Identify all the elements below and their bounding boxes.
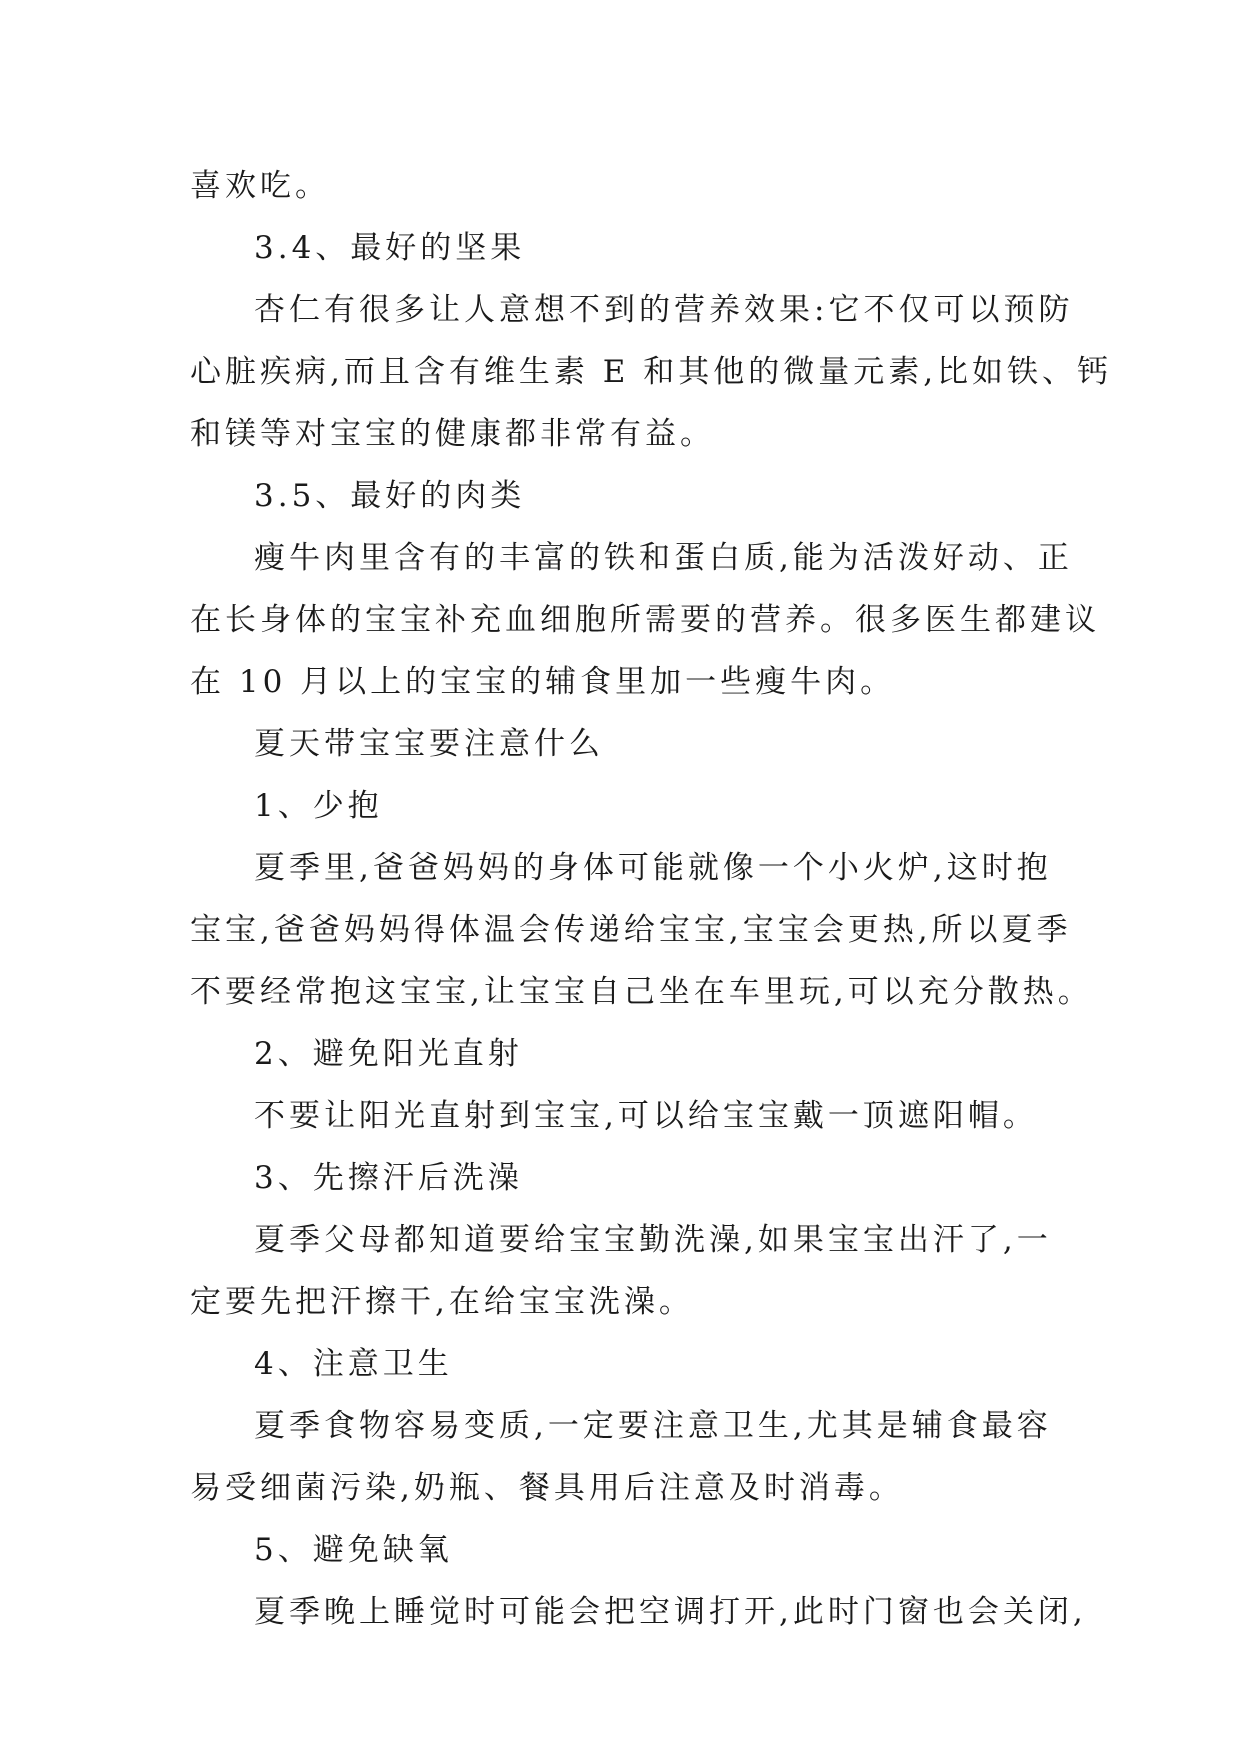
text-line: 在 10 月以上的宝宝的辅食里加一些瘦牛肉。 <box>190 664 896 700</box>
section-heading: 1、少抱 <box>254 788 383 824</box>
section-heading: 3.4、最好的坚果 <box>254 230 526 266</box>
text-line: 易受细菌污染,奶瓶、餐具用后注意及时消毒。 <box>190 1470 904 1506</box>
section-heading: 4、注意卫生 <box>254 1346 453 1382</box>
text-line: 喜欢吃。 <box>190 168 330 204</box>
section-heading: 夏天带宝宝要注意什么 <box>254 726 604 762</box>
text-line: 宝宝,爸爸妈妈得体温会传递给宝宝,宝宝会更热,所以夏季 <box>190 912 1072 948</box>
text-line: 瘦牛肉里含有的丰富的铁和蛋白质,能为活泼好动、正 <box>254 540 1073 576</box>
text-line: 不要让阳光直射到宝宝,可以给宝宝戴一顶遮阳帽。 <box>254 1098 1038 1134</box>
text-line: 夏季父母都知道要给宝宝勤洗澡,如果宝宝出汗了,一 <box>254 1222 1052 1258</box>
text-line: 不要经常抱这宝宝,让宝宝自己坐在车里玩,可以充分散热。 <box>190 974 1093 1010</box>
section-heading: 5、避免缺氧 <box>254 1532 453 1568</box>
section-heading: 3、先擦汗后洗澡 <box>254 1160 523 1196</box>
text-line: 夏季里,爸爸妈妈的身体可能就像一个小火炉,这时抱 <box>254 850 1052 886</box>
text-line: 和镁等对宝宝的健康都非常有益。 <box>190 416 715 452</box>
text-line: 心脏疾病,而且含有维生素 E 和其他的微量元素,比如铁、钙 <box>190 354 1113 390</box>
section-heading: 3.5、最好的肉类 <box>254 478 526 514</box>
text-line: 杏仁有很多让人意想不到的营养效果:它不仅可以预防 <box>254 292 1074 328</box>
text-line: 在长身体的宝宝补充血细胞所需要的营养。很多医生都建议 <box>190 602 1100 638</box>
text-line: 定要先把汗擦干,在给宝宝洗澡。 <box>190 1284 694 1320</box>
text-line: 夏季晚上睡觉时可能会把空调打开,此时门窗也会关闭, <box>254 1594 1087 1630</box>
document-body <box>190 155 1113 1643</box>
section-heading: 2、避免阳光直射 <box>254 1036 523 1072</box>
text-line: 夏季食物容易变质,一定要注意卫生,尤其是辅食最容 <box>254 1408 1052 1444</box>
